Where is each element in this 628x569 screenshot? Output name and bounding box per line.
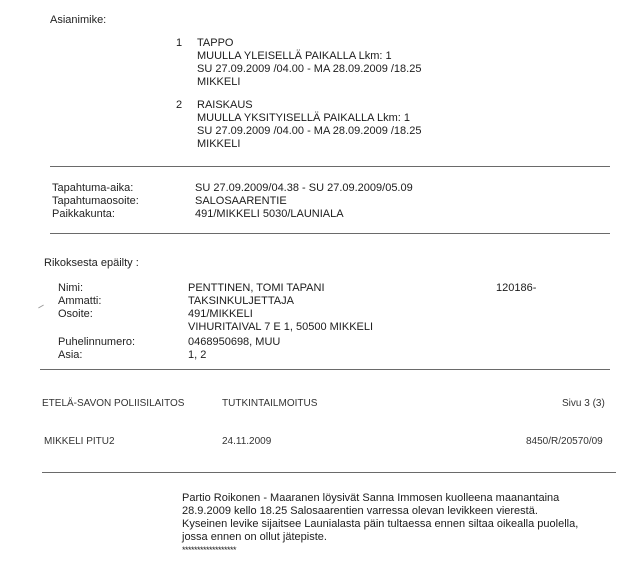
case-item-1-line-3: SU 27.09.2009 /04.00 - MA 28.09.2009 /18.25 xyxy=(197,63,422,75)
scan-mark xyxy=(38,305,44,309)
footer-date: 24.11.2009 xyxy=(222,436,272,447)
case-item-2-line-3: SU 27.09.2009 /04.00 - MA 28.09.2009 /18.25 xyxy=(197,125,422,137)
puhelinnumero-label: Puhelinnumero: xyxy=(58,336,136,348)
narrative-line-1: Partio Roikonen - Maaranen löysivät Sanna Immosen kuolleena maanantaina xyxy=(182,492,560,504)
osoite-line-1: 491/MIKKELI xyxy=(188,308,253,320)
divider-3 xyxy=(40,369,610,370)
asia-value: 1, 2 xyxy=(188,349,207,361)
case-item-1-line-2: MUULLA YLEISELLÄ PAIKALLA Lkm: 1 xyxy=(197,50,392,62)
case-item-2-line-1: RAISKAUS xyxy=(197,99,253,111)
henkilotunnus-value: 120186- xyxy=(496,282,537,294)
osoite-label: Osoite: xyxy=(58,308,93,320)
narrative-line-2: 28.9.2009 kello 18.25 Salosaarentien varressa olevan levikkeen vierestä. xyxy=(182,505,538,517)
ammatti-label: Ammatti: xyxy=(58,295,102,307)
case-item-2-number: 2 xyxy=(176,99,183,111)
tapahtuma-aika-label: Tapahtuma-aika: xyxy=(52,182,134,194)
tapahtuma-aika-value: SU 27.09.2009/04.38 - SU 27.09.2009/05.09 xyxy=(195,182,413,194)
narrative-line-3: Kyseinen levike sijaitsee Launialasta päin tultaessa ennen siltaa oikealla puolella, xyxy=(182,518,579,530)
narrative-line-4: jossa ennen on ollut jätepiste. xyxy=(182,531,327,543)
case-item-1-number: 1 xyxy=(176,37,183,49)
asia-label: Asia: xyxy=(58,349,83,361)
divider-4 xyxy=(42,472,616,473)
divider-2 xyxy=(50,233,610,234)
footer-unit: MIKKELI PITU2 xyxy=(44,436,115,447)
tapahtumaosoite-label: Tapahtumaosoite: xyxy=(52,195,139,207)
footer-doc-type: TUTKINTAILMOITUS xyxy=(222,398,318,409)
case-item-2-line-4: MIKKELI xyxy=(197,138,241,150)
case-item-1-line-4: MIKKELI xyxy=(197,76,241,88)
paikkakunta-value: 491/MIKKELI 5030/LAUNIALA xyxy=(195,208,344,220)
footer-page: Sivu 3 (3) xyxy=(562,398,605,409)
narrative-separator: ****************** xyxy=(182,545,237,555)
ammatti-value: TAKSINKULJETTAJA xyxy=(188,295,294,307)
epailty-heading: Rikoksesta epäilty : xyxy=(44,257,139,269)
case-item-1-line-1: TAPPO xyxy=(197,37,234,49)
tapahtumaosoite-value: SALOSAARENTIE xyxy=(195,195,287,207)
divider-1 xyxy=(50,166,610,167)
asianimike-label: Asianimike: xyxy=(50,14,107,26)
paikkakunta-label: Paikkakunta: xyxy=(52,208,115,220)
nimi-label: Nimi: xyxy=(58,282,84,294)
nimi-value: PENTTINEN, TOMI TAPANI xyxy=(188,282,325,294)
osoite-line-2: VIHURITAIVAL 7 E 1, 50500 MIKKELI xyxy=(188,321,374,333)
puhelinnumero-value: 0468950698, MUU xyxy=(188,336,281,348)
case-item-2-line-2: MUULLA YKSITYISELLÄ PAIKALLA Lkm: 1 xyxy=(197,112,410,124)
footer-org: ETELÄ-SAVON POLIISILAITOS xyxy=(42,398,185,409)
footer-case-number: 8450/R/20570/09 xyxy=(526,436,603,447)
